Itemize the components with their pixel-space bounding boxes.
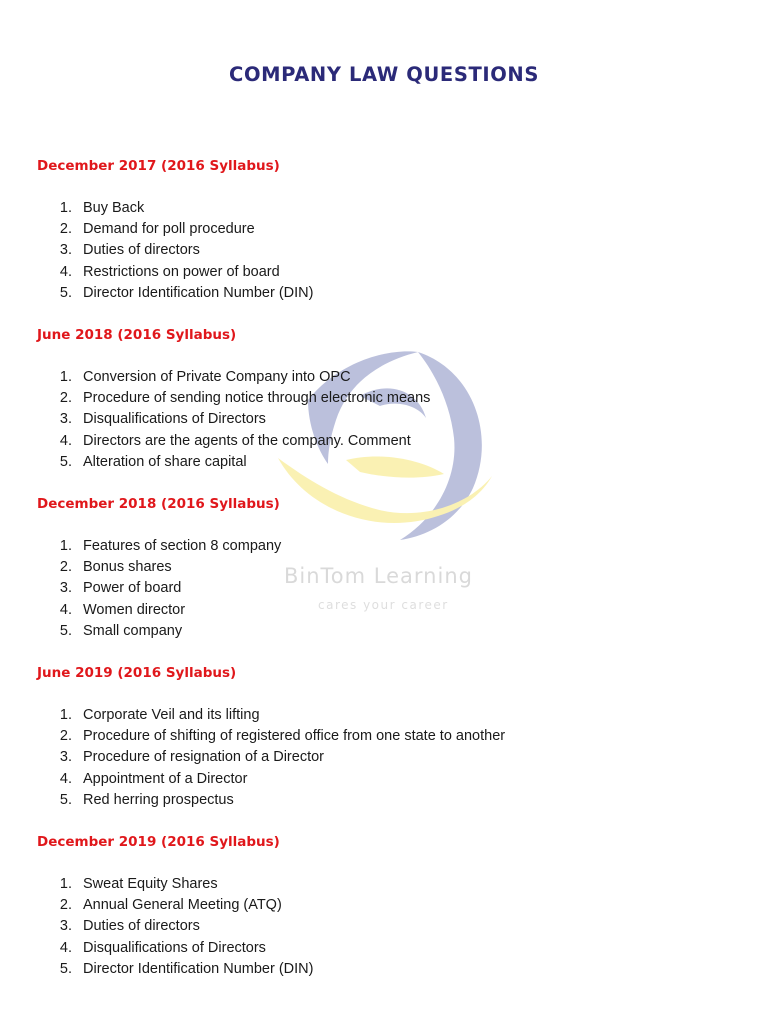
question-item [37, 747, 737, 768]
question-item [37, 536, 737, 557]
section-heading: June 2019 (2016 Syllabus) [37, 665, 237, 681]
question-item [37, 388, 737, 409]
question-item [37, 452, 737, 473]
question-text: Conversion of Private Company into OPC [83, 369, 351, 385]
question-number: 1. [59, 200, 72, 216]
question-item [37, 283, 737, 304]
question-number: 1. [59, 876, 72, 892]
question-number: 2. [59, 559, 72, 576]
watermark-brand: BinTom Learning [284, 564, 473, 588]
question-number: 1. [59, 707, 72, 723]
question-item [37, 874, 737, 895]
question-item [37, 219, 737, 240]
question-item [37, 557, 737, 578]
question-text: Corporate Veil and its lifting [83, 707, 260, 723]
question-text: Annual General Meeting (ATQ) [83, 897, 282, 914]
question-item [37, 726, 737, 747]
question-text: Procedure of sending notice through electronic means [83, 390, 431, 407]
section-heading: December 2017 (2016 Syllabus) [37, 158, 280, 174]
question-item [37, 600, 737, 621]
question-number: 4. [59, 263, 72, 280]
question-text: Procedure of resignation of a Director [83, 749, 324, 766]
question-number: 1. [59, 369, 72, 385]
exam-section [37, 325, 737, 494]
question-item [37, 409, 737, 430]
question-text: Duties of directors [83, 242, 200, 259]
question-number: 3. [59, 411, 72, 428]
exam-section [37, 156, 737, 325]
question-list [37, 705, 737, 811]
question-text: Restrictions on power of board [83, 263, 280, 280]
page-title: COMPANY LAW QUESTIONS [229, 63, 539, 86]
question-text: Appointment of a Director [83, 770, 248, 787]
question-text: Director Identification Number (DIN) [83, 960, 314, 977]
question-item [37, 705, 737, 726]
question-text: Procedure of shifting of registered office from one state to another [83, 728, 506, 745]
question-item [37, 198, 737, 219]
question-list [37, 367, 737, 473]
question-text: Sweat Equity Shares [83, 876, 218, 892]
exam-section [37, 832, 737, 1001]
question-number: 2. [59, 728, 72, 745]
question-list [37, 874, 737, 980]
question-number: 5. [59, 284, 72, 301]
question-number: 4. [59, 432, 72, 449]
question-list [37, 536, 737, 642]
question-text: Disqualifications of Directors [83, 411, 266, 428]
question-number: 3. [59, 749, 72, 766]
question-text: Demand for poll procedure [83, 221, 255, 238]
question-number: 4. [59, 601, 72, 618]
exam-section [37, 663, 737, 832]
question-text: Features of section 8 company [83, 538, 282, 554]
question-number: 5. [59, 453, 72, 470]
section-heading: December 2019 (2016 Syllabus) [37, 834, 280, 850]
question-number: 3. [59, 580, 72, 597]
question-text: Red herring prospectus [83, 791, 234, 808]
section-heading: June 2018 (2016 Syllabus) [37, 327, 237, 343]
question-text: Buy Back [83, 200, 145, 216]
question-item [37, 431, 737, 452]
question-item [37, 938, 737, 959]
question-text: Alteration of share capital [83, 453, 247, 470]
watermark-tagline: cares your career [318, 598, 449, 612]
question-item [37, 367, 737, 388]
question-number: 1. [59, 538, 72, 554]
question-number: 5. [59, 791, 72, 808]
question-text: Disqualifications of Directors [83, 939, 266, 956]
question-text: Duties of directors [83, 918, 200, 935]
question-text: Directors are the agents of the company. Comment [83, 432, 411, 449]
question-number: 4. [59, 939, 72, 956]
question-text: Bonus shares [83, 559, 172, 576]
question-item [37, 240, 737, 261]
question-number: 5. [59, 622, 72, 639]
question-item [37, 790, 737, 811]
question-item [37, 621, 737, 642]
question-sections [37, 156, 737, 1001]
question-item [37, 916, 737, 937]
question-number: 3. [59, 918, 72, 935]
question-item [37, 895, 737, 916]
exam-section [37, 494, 737, 663]
question-text: Director Identification Number (DIN) [83, 284, 314, 301]
question-text: Power of board [83, 580, 182, 597]
question-list [37, 198, 737, 304]
question-number: 2. [59, 897, 72, 914]
question-number: 2. [59, 390, 72, 407]
section-heading: December 2018 (2016 Syllabus) [37, 496, 280, 512]
question-item [37, 769, 737, 790]
question-number: 2. [59, 221, 72, 238]
question-item [37, 578, 737, 599]
question-number: 3. [59, 242, 72, 259]
question-number: 4. [59, 770, 72, 787]
question-text: Women director [83, 601, 186, 618]
question-text: Small company [83, 622, 183, 639]
question-number: 5. [59, 960, 72, 977]
question-item [37, 262, 737, 283]
question-item [37, 959, 737, 980]
